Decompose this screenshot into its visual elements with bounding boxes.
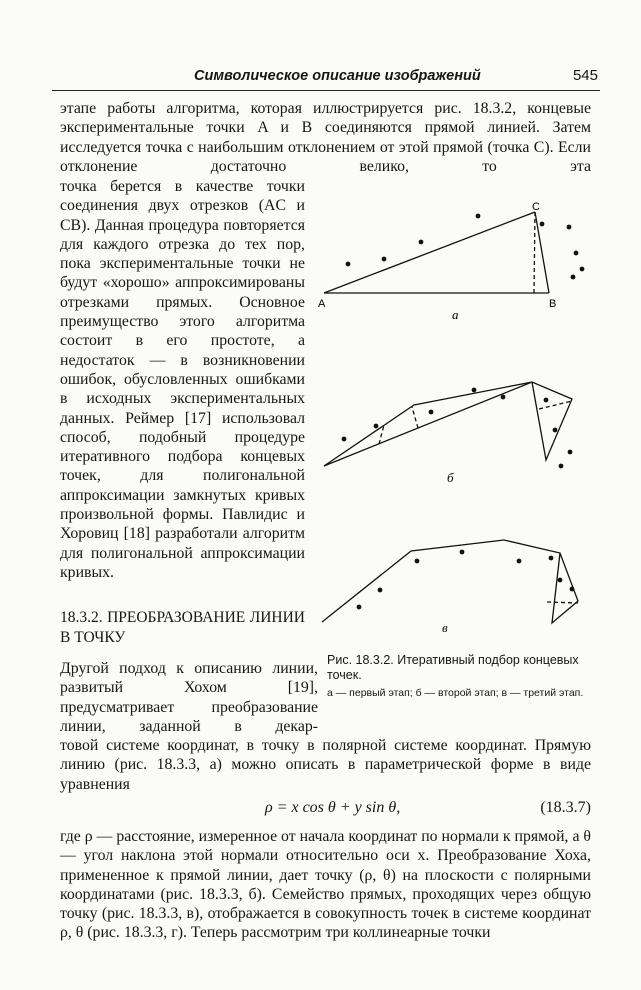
label-point-c: C: [532, 201, 540, 213]
equation-formula: ρ = x cos θ + y sin θ,: [265, 799, 401, 816]
running-header: [52, 66, 600, 91]
equation-number: (18.3.7): [540, 799, 591, 816]
panel-c-points: [357, 550, 575, 610]
paragraph-4: товой системе координат, в точку в полярной системе координат. Прямую линию (рис. 18.3.3, а) можно описать в параметрической форме в виде уравнения: [60, 737, 591, 793]
equation-18-3-7: [60, 799, 591, 821]
page-number: 545: [572, 67, 598, 84]
line-ac: [324, 212, 535, 293]
figure-diagram: [314, 201, 594, 635]
figure-caption: [327, 653, 591, 700]
paragraph-3: Другой подход к описанию линии, развитый Хохом [19], предусматривает преобразование линии, заданной в декар-: [60, 660, 318, 735]
panel-a-drawing: [324, 212, 549, 293]
caption-title: Рис. 18.3.2. Итеративный подбор концевых точек.: [327, 653, 579, 682]
deviation-line-c: [534, 212, 535, 293]
panel-b-points: [342, 388, 573, 469]
paragraph-5: где ρ — расстояние, измеренное от начала координат по нормали к прямой, а θ — угол наклона этой нормали относительно оси x. Преобразование Хоха, примененное к прямой линии, дает точку (ρ, θ) на плоскости с полярными координатами (рис. 18.3.3, б). Семейство прямых, проходящих через общую точку (рис. 18.3.3, в), отображается в совокупность точек в системе координат ρ, θ (рис. 18.3.3, г). Теперь рассмотрим три коллинеарные точки: [60, 828, 591, 942]
caption-legend: а — первый этап; б — второй этап; в — третий этап.: [327, 687, 584, 699]
panel-b-drawing: [324, 382, 572, 466]
paragraph-1: этапе работы алгоритма, которая иллюстрируется рис. 18.3.2, концевые экспериментальные точки A и B соединяются прямой линией. Затем исследуется точка с наибольшим отклонением от этой прямой (точка C). Если отклонение достаточно велико, то эта: [60, 100, 591, 175]
panel-label-c: в: [442, 620, 448, 635]
panel-a-points: [346, 214, 585, 280]
section-heading: 18.3.2. ПРЕОБРАЗОВАНИЕ ЛИНИИ В ТОЧКУ: [60, 609, 305, 646]
panel-c-drawing: [322, 540, 578, 623]
paragraph-2: точка берется в качестве точки соединения двух отрезков (AC и CB). Данная процедура повторяется для каждого отрезка до тех пор, пока экспериментальные точки не будут «хорошо» аппроксимированы отрезками прямых. Основное преимущество этого алгоритма состоит в его простоте, а недостаток — в возникновении ошибок, обусловленных ошибками в исходных экспериментальных данных. Реймер [17] использовал способ, подобный процедуре итеративного подбора концевых точек, для полигональной аппроксимации замкнутых кривых произвольной формы. Павлидис и Хоровиц [18] разработали алгоритм для полигональной аппроксимации кривых.: [60, 178, 305, 581]
label-point-b: B: [549, 298, 557, 310]
running-title: Символическое описание изображений: [194, 68, 481, 84]
label-point-a: A: [318, 298, 326, 310]
panel-label-b: б: [447, 470, 454, 485]
figure-18-3-2: [314, 201, 594, 635]
panel-label-a: а: [452, 307, 459, 322]
